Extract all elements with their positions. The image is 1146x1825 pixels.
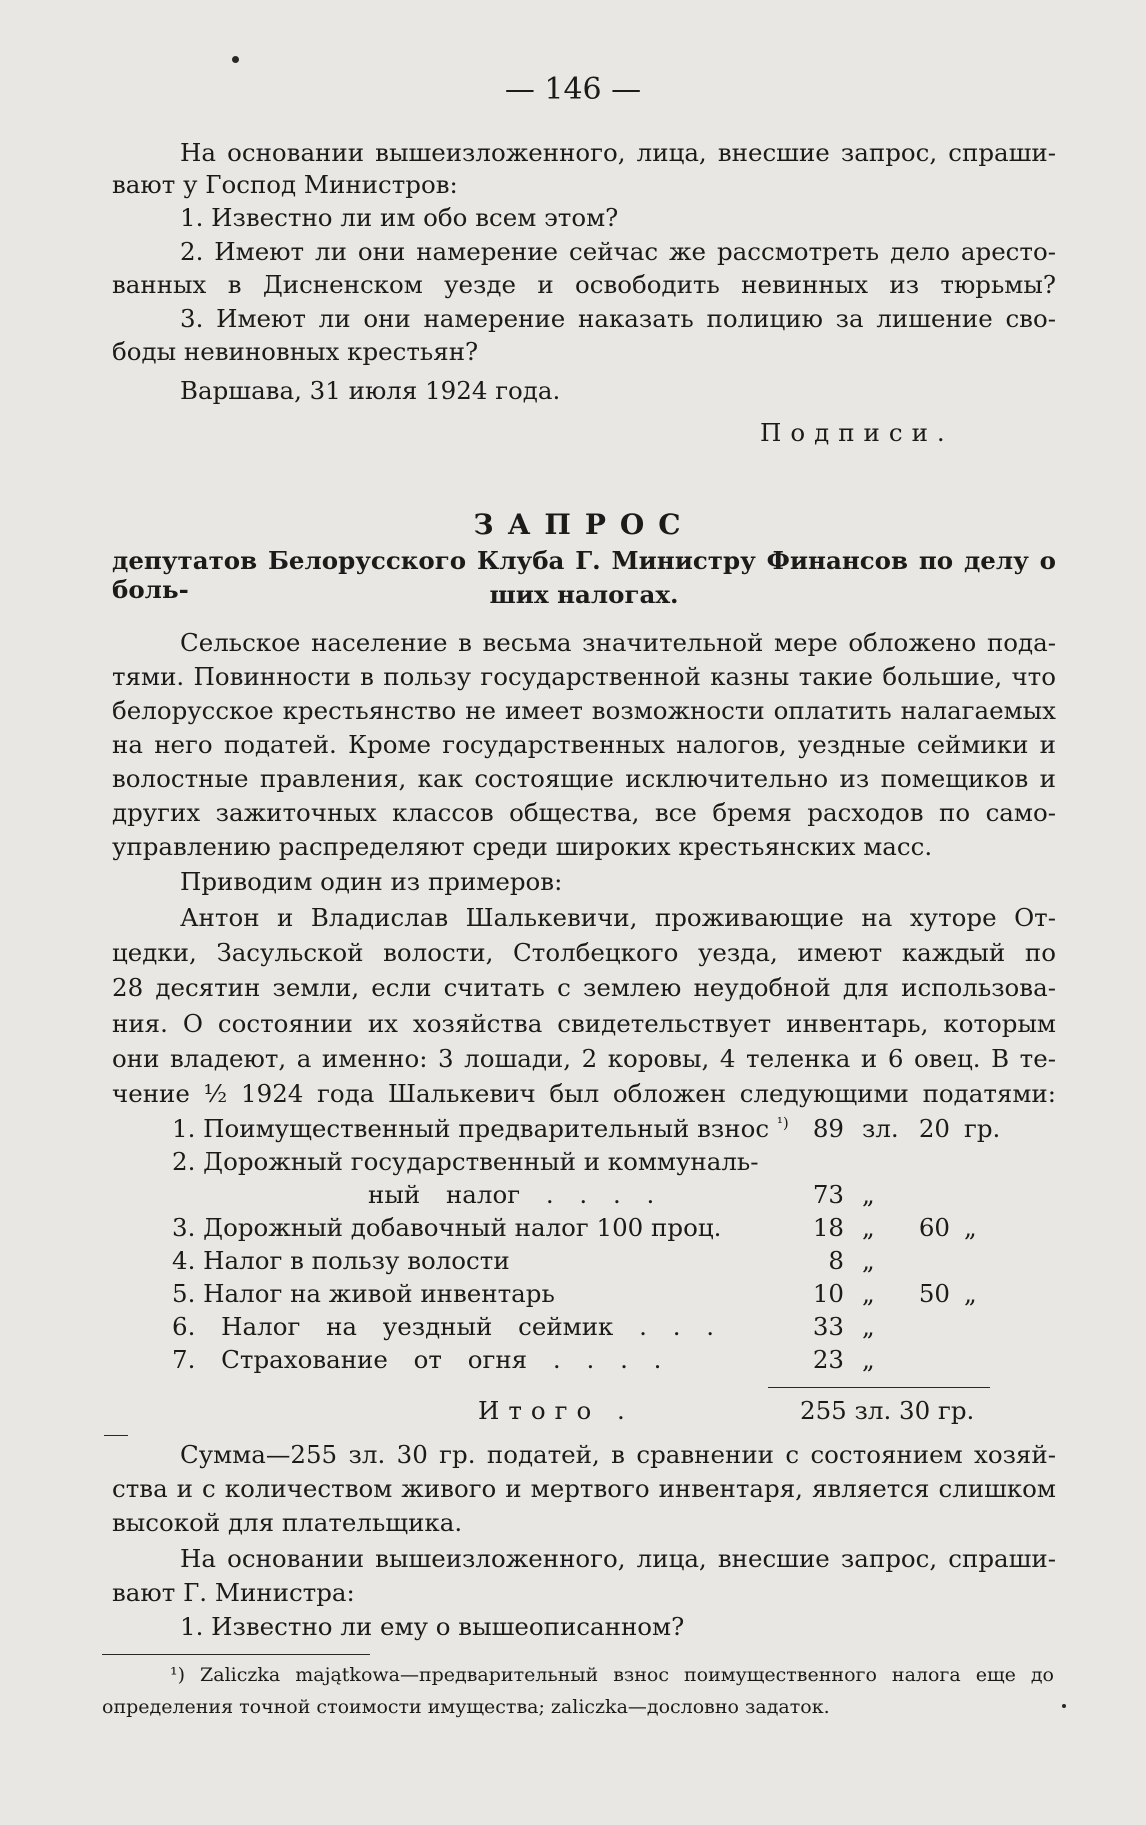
tax-total-row (172, 1396, 992, 1428)
tax-unit: „ (862, 1312, 875, 1341)
tax-unit: „ (862, 1213, 875, 1242)
tax-row (172, 1147, 992, 1179)
footnote-line-1 (170, 1664, 1054, 1686)
tax-amount: 18 (812, 1213, 844, 1242)
tax-unit: „ (862, 1279, 875, 1308)
body-line-3: белорусское крестьянство не имеет возможности оплатить налагаемых (112, 696, 1056, 725)
signatures: Подписи. (760, 418, 954, 447)
question2-1: 1. Известно ли ему о вышеописанном? (180, 1612, 685, 1641)
tax-label: 6. Налог на уездный сеймик . . . (172, 1312, 715, 1341)
conclusion-line-3: высокой для плательщика. (112, 1508, 463, 1537)
body-line-4: на него податей. Кроме государственных налогов, уездные сеймики и (112, 730, 1056, 759)
tax-unit: „ (862, 1180, 875, 1209)
example-line-6: чение ½ 1924 года Шалькевич был обложен следующими податями: (112, 1079, 1056, 1108)
page-number: — 146 — (504, 72, 642, 107)
total-value: 255 зл. 30 гр. (800, 1396, 975, 1425)
tax-unit: „ (862, 1246, 875, 1275)
footnote-mark: ¹) (170, 1664, 186, 1686)
tax-row (172, 1213, 992, 1245)
question-1: 1. Известно ли им обо всем этом? (180, 203, 619, 232)
footnote-text-1: Zaliczka majątkowa—предварительный взнос поимущественного налога еще до (200, 1664, 1054, 1686)
tax-row (172, 1312, 992, 1344)
question-2-line-2: ванных в Дисненском уезде и освободить невинных из тюрьмы? (112, 270, 1056, 299)
tax-amount: 73 (812, 1180, 844, 1209)
example-line-1: Антон и Владислав Шалькевичи, проживающие на хуторе От- (180, 903, 1056, 932)
footnote-line-2: определения точной стоимости имущества; zaliczka—дословно задаток. (102, 1696, 830, 1718)
body-line-1: Сельское население в весьма значительной мере обложено пода- (180, 628, 1056, 657)
intro2-line-1: На основании вышеизложенного, лица, внесшие запрос, спраши- (180, 1544, 1056, 1573)
margin-mark (104, 1435, 128, 1436)
example-line-3: 28 десятин земли, если считать с землею неудобной для использова- (112, 973, 1056, 1002)
ink-speck (1062, 1704, 1066, 1708)
conclusion-line-1: Сумма—255 зл. 30 гр. податей, в сравнении с состоянием хозяй- (180, 1440, 1056, 1469)
tax-label: 7. Страхование от огня . . . . (172, 1345, 662, 1374)
question-3-line-2: боды невиновных крестьян? (112, 337, 479, 366)
example-line-2: цедки, Засульской волости, Столбецкого уезда, имеют каждый по (112, 938, 1056, 967)
tax-amount: 33 (812, 1312, 844, 1341)
total-rule (768, 1387, 990, 1388)
example-intro: Приводим один из примеров: (180, 867, 563, 896)
tax-amount: 8 (828, 1246, 844, 1275)
tax-subamount: 50 (918, 1279, 950, 1308)
intro-line-2: вают у Господ Министров: (112, 170, 458, 199)
tax-subunit: гр. (964, 1114, 1001, 1143)
tax-row (172, 1279, 992, 1311)
tax-label: 2. Дорожный государственный и коммуналь- (172, 1147, 759, 1176)
tax-row (172, 1345, 992, 1377)
tax-amount: 89 (812, 1114, 844, 1143)
body-line-2: тями. Повинности в пользу государственной казны такие большие, что (112, 662, 1056, 691)
tax-label: 4. Налог в пользу волости (172, 1246, 510, 1275)
question-3-line-1: 3. Имеют ли они намерение наказать полицию за лишение сво- (180, 304, 1056, 333)
tax-subunit: „ (964, 1279, 977, 1308)
date-line: Варшава, 31 июля 1924 года. (180, 376, 561, 405)
tax-label: 5. Налог на живой инвентарь (172, 1279, 555, 1308)
example-line-5: они владеют, а именно: 3 лошади, 2 коровы, 4 теленка и 6 овец. В те- (112, 1044, 1056, 1073)
conclusion-line-2: ства и с количеством живого и мертвого инвентаря, является слишком (112, 1474, 1056, 1503)
tax-amount: 23 (812, 1345, 844, 1374)
ink-speck (232, 56, 239, 63)
tax-row (172, 1246, 992, 1278)
example-line-4: ния. О состоянии их хозяйства свидетельствует инвентарь, которым (112, 1009, 1056, 1038)
tax-label: 1. Поимущественный предварительный взнос $^{^1)}$ (172, 1114, 789, 1143)
tax-unit: „ (862, 1345, 875, 1374)
tax-subamount: 20 (918, 1114, 950, 1143)
request-subtitle-line-2: ших налогах. (489, 580, 679, 609)
tax-unit: зл. (862, 1114, 899, 1143)
body-line-7: управлению распределяют среди широких крестьянских масс. (112, 832, 933, 861)
tax-subamount: 60 (918, 1213, 950, 1242)
tax-subunit: „ (964, 1213, 977, 1242)
tax-amount: 10 (812, 1279, 844, 1308)
footnote-rule (102, 1654, 370, 1655)
tax-label: 3. Дорожный добавочный налог 100 проц. (172, 1213, 722, 1242)
question-2-line-1: 2. Имеют ли они намерение сейчас же рассмотреть дело аресто- (180, 237, 1056, 266)
tax-label: ный налог . . . . (368, 1180, 655, 1209)
tax-row (172, 1180, 992, 1212)
intro2-line-2: вают Г. Министра: (112, 1578, 355, 1607)
body-line-6: других зажиточных классов общества, все бремя расходов по само- (112, 798, 1056, 827)
intro-line-1: На основании вышеизложенного, лица, внесшие запрос, спраши- (180, 138, 1056, 167)
request-subtitle-line-1: депутатов Белорусского Клуба Г. Министру Финансов по делу о боль- (112, 546, 1056, 604)
tax-row (172, 1114, 1001, 1146)
request-title: ЗАПРОС (473, 508, 695, 541)
total-label: Итого . (478, 1396, 634, 1425)
body-line-5: волостные правления, как состоящие исключительно из помещиков и (112, 764, 1056, 793)
